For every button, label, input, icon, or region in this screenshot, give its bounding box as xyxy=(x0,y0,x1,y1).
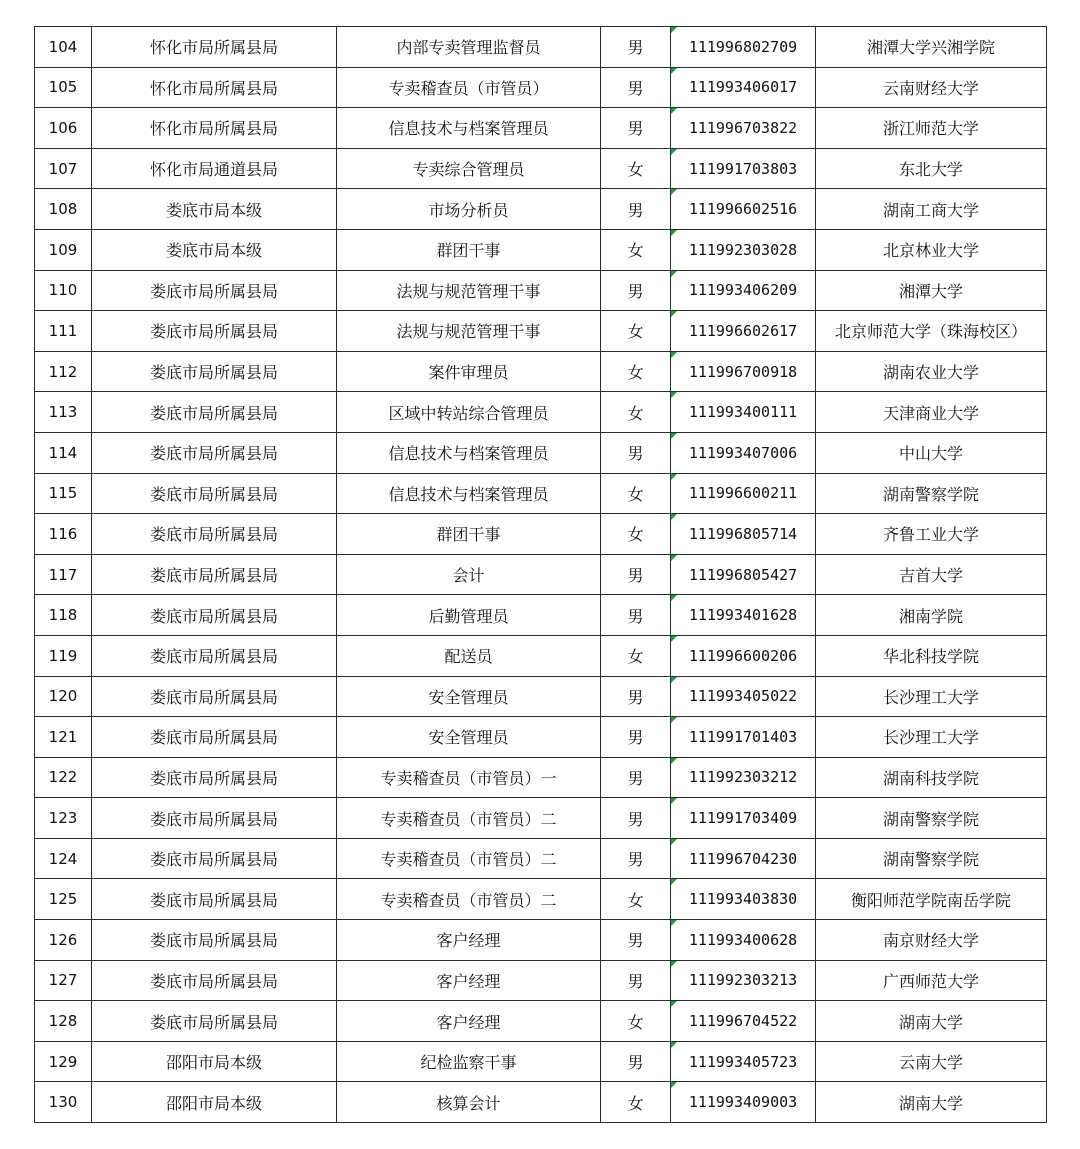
exam-id-cell: 111992303028 xyxy=(671,229,816,270)
position-cell: 客户经理 xyxy=(337,1001,601,1042)
row-number-cell: 129 xyxy=(35,1041,92,1082)
row-number-cell: 123 xyxy=(35,798,92,839)
gender-cell: 男 xyxy=(601,595,671,636)
position-cell: 区域中转站综合管理员 xyxy=(337,392,601,433)
position-cell: 专卖稽查员（市管员） xyxy=(337,67,601,108)
exam-id-cell: 111993403830 xyxy=(671,879,816,920)
exam-id-cell: 111996704522 xyxy=(671,1001,816,1042)
table-row xyxy=(35,717,1047,758)
position-cell: 安全管理员 xyxy=(337,717,601,758)
exam-id-cell: 111993400111 xyxy=(671,392,816,433)
row-number-cell: 105 xyxy=(35,67,92,108)
position-cell: 核算会计 xyxy=(337,1082,601,1123)
table-row xyxy=(35,960,1047,1001)
table-row xyxy=(35,1001,1047,1042)
row-number-cell: 113 xyxy=(35,392,92,433)
gender-cell: 女 xyxy=(601,229,671,270)
row-number-cell: 127 xyxy=(35,960,92,1001)
school-cell: 南京财经大学 xyxy=(816,920,1047,961)
unit-cell: 娄底市局所属县局 xyxy=(92,757,337,798)
position-cell: 内部专卖管理监督员 xyxy=(337,27,601,68)
school-cell: 湘南学院 xyxy=(816,595,1047,636)
table-row xyxy=(35,635,1047,676)
unit-cell: 娄底市局所属县局 xyxy=(92,554,337,595)
position-cell: 信息技术与档案管理员 xyxy=(337,108,601,149)
unit-cell: 娄底市局所属县局 xyxy=(92,879,337,920)
exam-id-cell: 111996805427 xyxy=(671,554,816,595)
school-cell: 云南财经大学 xyxy=(816,67,1047,108)
row-number-cell: 120 xyxy=(35,676,92,717)
unit-cell: 娄底市局所属县局 xyxy=(92,960,337,1001)
unit-cell: 娄底市局所属县局 xyxy=(92,514,337,555)
table-row xyxy=(35,554,1047,595)
row-number-cell: 110 xyxy=(35,270,92,311)
unit-cell: 娄底市局所属县局 xyxy=(92,311,337,352)
gender-cell: 男 xyxy=(601,920,671,961)
exam-id-cell: 111993409003 xyxy=(671,1082,816,1123)
exam-id-cell: 111991701403 xyxy=(671,717,816,758)
unit-cell: 娄底市局所属县局 xyxy=(92,432,337,473)
school-cell: 衡阳师范学院南岳学院 xyxy=(816,879,1047,920)
unit-cell: 娄底市局所属县局 xyxy=(92,595,337,636)
exam-id-cell: 111992303213 xyxy=(671,960,816,1001)
table-row xyxy=(35,595,1047,636)
table-row xyxy=(35,514,1047,555)
table-row xyxy=(35,757,1047,798)
gender-cell: 女 xyxy=(601,879,671,920)
unit-cell: 娄底市局所属县局 xyxy=(92,1001,337,1042)
table-row xyxy=(35,311,1047,352)
school-cell: 湖南大学 xyxy=(816,1001,1047,1042)
gender-cell: 男 xyxy=(601,554,671,595)
row-number-cell: 112 xyxy=(35,351,92,392)
exam-id-cell: 111996602617 xyxy=(671,311,816,352)
gender-cell: 男 xyxy=(601,108,671,149)
exam-id-cell: 111996802709 xyxy=(671,27,816,68)
unit-cell: 娄底市局所属县局 xyxy=(92,351,337,392)
row-number-cell: 106 xyxy=(35,108,92,149)
position-cell: 信息技术与档案管理员 xyxy=(337,432,601,473)
school-cell: 湖南大学 xyxy=(816,1082,1047,1123)
school-cell: 湘潭大学兴湘学院 xyxy=(816,27,1047,68)
row-number-cell: 116 xyxy=(35,514,92,555)
school-cell: 湖南警察学院 xyxy=(816,798,1047,839)
table-row xyxy=(35,392,1047,433)
unit-cell: 娄底市局所属县局 xyxy=(92,392,337,433)
school-cell: 长沙理工大学 xyxy=(816,717,1047,758)
exam-id-cell: 111996700918 xyxy=(671,351,816,392)
row-number-cell: 117 xyxy=(35,554,92,595)
school-cell: 天津商业大学 xyxy=(816,392,1047,433)
table-row xyxy=(35,351,1047,392)
gender-cell: 女 xyxy=(601,1001,671,1042)
position-cell: 群团干事 xyxy=(337,229,601,270)
gender-cell: 男 xyxy=(601,270,671,311)
gender-cell: 女 xyxy=(601,311,671,352)
table-row xyxy=(35,432,1047,473)
table-row xyxy=(35,838,1047,879)
row-number-cell: 115 xyxy=(35,473,92,514)
school-cell: 吉首大学 xyxy=(816,554,1047,595)
gender-cell: 男 xyxy=(601,798,671,839)
position-cell: 会计 xyxy=(337,554,601,595)
table-row xyxy=(35,270,1047,311)
school-cell: 中山大学 xyxy=(816,432,1047,473)
unit-cell: 怀化市局通道县局 xyxy=(92,148,337,189)
exam-id-cell: 111996602516 xyxy=(671,189,816,230)
exam-id-cell: 111992303212 xyxy=(671,757,816,798)
position-cell: 专卖稽查员（市管员）二 xyxy=(337,838,601,879)
row-number-cell: 104 xyxy=(35,27,92,68)
gender-cell: 男 xyxy=(601,676,671,717)
gender-cell: 女 xyxy=(601,392,671,433)
school-cell: 云南大学 xyxy=(816,1041,1047,1082)
table-row xyxy=(35,879,1047,920)
position-cell: 专卖稽查员（市管员）一 xyxy=(337,757,601,798)
exam-id-cell: 111991703409 xyxy=(671,798,816,839)
unit-cell: 怀化市局所属县局 xyxy=(92,27,337,68)
gender-cell: 女 xyxy=(601,514,671,555)
table-row xyxy=(35,676,1047,717)
gender-cell: 女 xyxy=(601,148,671,189)
school-cell: 湖南警察学院 xyxy=(816,838,1047,879)
position-cell: 信息技术与档案管理员 xyxy=(337,473,601,514)
school-cell: 北京林业大学 xyxy=(816,229,1047,270)
table-row xyxy=(35,148,1047,189)
row-number-cell: 111 xyxy=(35,311,92,352)
results-table xyxy=(34,26,1047,1123)
unit-cell: 怀化市局所属县局 xyxy=(92,67,337,108)
row-number-cell: 125 xyxy=(35,879,92,920)
unit-cell: 娄底市局所属县局 xyxy=(92,270,337,311)
table-row xyxy=(35,229,1047,270)
school-cell: 长沙理工大学 xyxy=(816,676,1047,717)
row-number-cell: 122 xyxy=(35,757,92,798)
exam-id-cell: 111993400628 xyxy=(671,920,816,961)
gender-cell: 女 xyxy=(601,351,671,392)
table-row xyxy=(35,67,1047,108)
exam-id-cell: 111996704230 xyxy=(671,838,816,879)
position-cell: 专卖稽查员（市管员）二 xyxy=(337,798,601,839)
row-number-cell: 130 xyxy=(35,1082,92,1123)
row-number-cell: 108 xyxy=(35,189,92,230)
row-number-cell: 121 xyxy=(35,717,92,758)
unit-cell: 娄底市局所属县局 xyxy=(92,635,337,676)
position-cell: 法规与规范管理干事 xyxy=(337,270,601,311)
position-cell: 案件审理员 xyxy=(337,351,601,392)
exam-id-cell: 111991703803 xyxy=(671,148,816,189)
unit-cell: 娄底市局所属县局 xyxy=(92,717,337,758)
gender-cell: 男 xyxy=(601,67,671,108)
unit-cell: 邵阳市局本级 xyxy=(92,1082,337,1123)
position-cell: 专卖综合管理员 xyxy=(337,148,601,189)
results-table-body xyxy=(35,27,1047,1123)
row-number-cell: 107 xyxy=(35,148,92,189)
table-row xyxy=(35,473,1047,514)
position-cell: 安全管理员 xyxy=(337,676,601,717)
exam-id-cell: 111993401628 xyxy=(671,595,816,636)
school-cell: 东北大学 xyxy=(816,148,1047,189)
exam-id-cell: 111996600211 xyxy=(671,473,816,514)
exam-id-cell: 111993406209 xyxy=(671,270,816,311)
gender-cell: 男 xyxy=(601,27,671,68)
unit-cell: 娄底市局所属县局 xyxy=(92,676,337,717)
gender-cell: 男 xyxy=(601,432,671,473)
table-row xyxy=(35,798,1047,839)
gender-cell: 男 xyxy=(601,960,671,1001)
table-row xyxy=(35,189,1047,230)
gender-cell: 女 xyxy=(601,473,671,514)
school-cell: 湘潭大学 xyxy=(816,270,1047,311)
gender-cell: 男 xyxy=(601,757,671,798)
gender-cell: 男 xyxy=(601,717,671,758)
row-number-cell: 118 xyxy=(35,595,92,636)
position-cell: 后勤管理员 xyxy=(337,595,601,636)
row-number-cell: 124 xyxy=(35,838,92,879)
exam-id-cell: 111993406017 xyxy=(671,67,816,108)
position-cell: 法规与规范管理干事 xyxy=(337,311,601,352)
school-cell: 广西师范大学 xyxy=(816,960,1047,1001)
school-cell: 齐鲁工业大学 xyxy=(816,514,1047,555)
position-cell: 客户经理 xyxy=(337,960,601,1001)
school-cell: 湖南科技学院 xyxy=(816,757,1047,798)
table-row xyxy=(35,1041,1047,1082)
school-cell: 湖南工商大学 xyxy=(816,189,1047,230)
unit-cell: 娄底市局所属县局 xyxy=(92,838,337,879)
school-cell: 北京师范大学（珠海校区） xyxy=(816,311,1047,352)
school-cell: 浙江师范大学 xyxy=(816,108,1047,149)
exam-id-cell: 111996600206 xyxy=(671,635,816,676)
position-cell: 市场分析员 xyxy=(337,189,601,230)
gender-cell: 男 xyxy=(601,838,671,879)
unit-cell: 邵阳市局本级 xyxy=(92,1041,337,1082)
unit-cell: 娄底市局所属县局 xyxy=(92,798,337,839)
position-cell: 纪检监察干事 xyxy=(337,1041,601,1082)
school-cell: 华北科技学院 xyxy=(816,635,1047,676)
position-cell: 客户经理 xyxy=(337,920,601,961)
table-row xyxy=(35,108,1047,149)
unit-cell: 娄底市局所属县局 xyxy=(92,473,337,514)
row-number-cell: 128 xyxy=(35,1001,92,1042)
position-cell: 群团干事 xyxy=(337,514,601,555)
gender-cell: 女 xyxy=(601,1082,671,1123)
position-cell: 配送员 xyxy=(337,635,601,676)
exam-id-cell: 111993405723 xyxy=(671,1041,816,1082)
unit-cell: 娄底市局本级 xyxy=(92,189,337,230)
row-number-cell: 109 xyxy=(35,229,92,270)
exam-id-cell: 111996703822 xyxy=(671,108,816,149)
exam-id-cell: 111996805714 xyxy=(671,514,816,555)
table-row xyxy=(35,920,1047,961)
row-number-cell: 119 xyxy=(35,635,92,676)
exam-id-cell: 111993405022 xyxy=(671,676,816,717)
row-number-cell: 114 xyxy=(35,432,92,473)
exam-id-cell: 111993407006 xyxy=(671,432,816,473)
position-cell: 专卖稽查员（市管员）二 xyxy=(337,879,601,920)
table-row xyxy=(35,27,1047,68)
gender-cell: 女 xyxy=(601,635,671,676)
gender-cell: 男 xyxy=(601,189,671,230)
unit-cell: 怀化市局所属县局 xyxy=(92,108,337,149)
row-number-cell: 126 xyxy=(35,920,92,961)
school-cell: 湖南警察学院 xyxy=(816,473,1047,514)
unit-cell: 娄底市局所属县局 xyxy=(92,920,337,961)
table-row xyxy=(35,1082,1047,1123)
gender-cell: 男 xyxy=(601,1041,671,1082)
school-cell: 湖南农业大学 xyxy=(816,351,1047,392)
unit-cell: 娄底市局本级 xyxy=(92,229,337,270)
